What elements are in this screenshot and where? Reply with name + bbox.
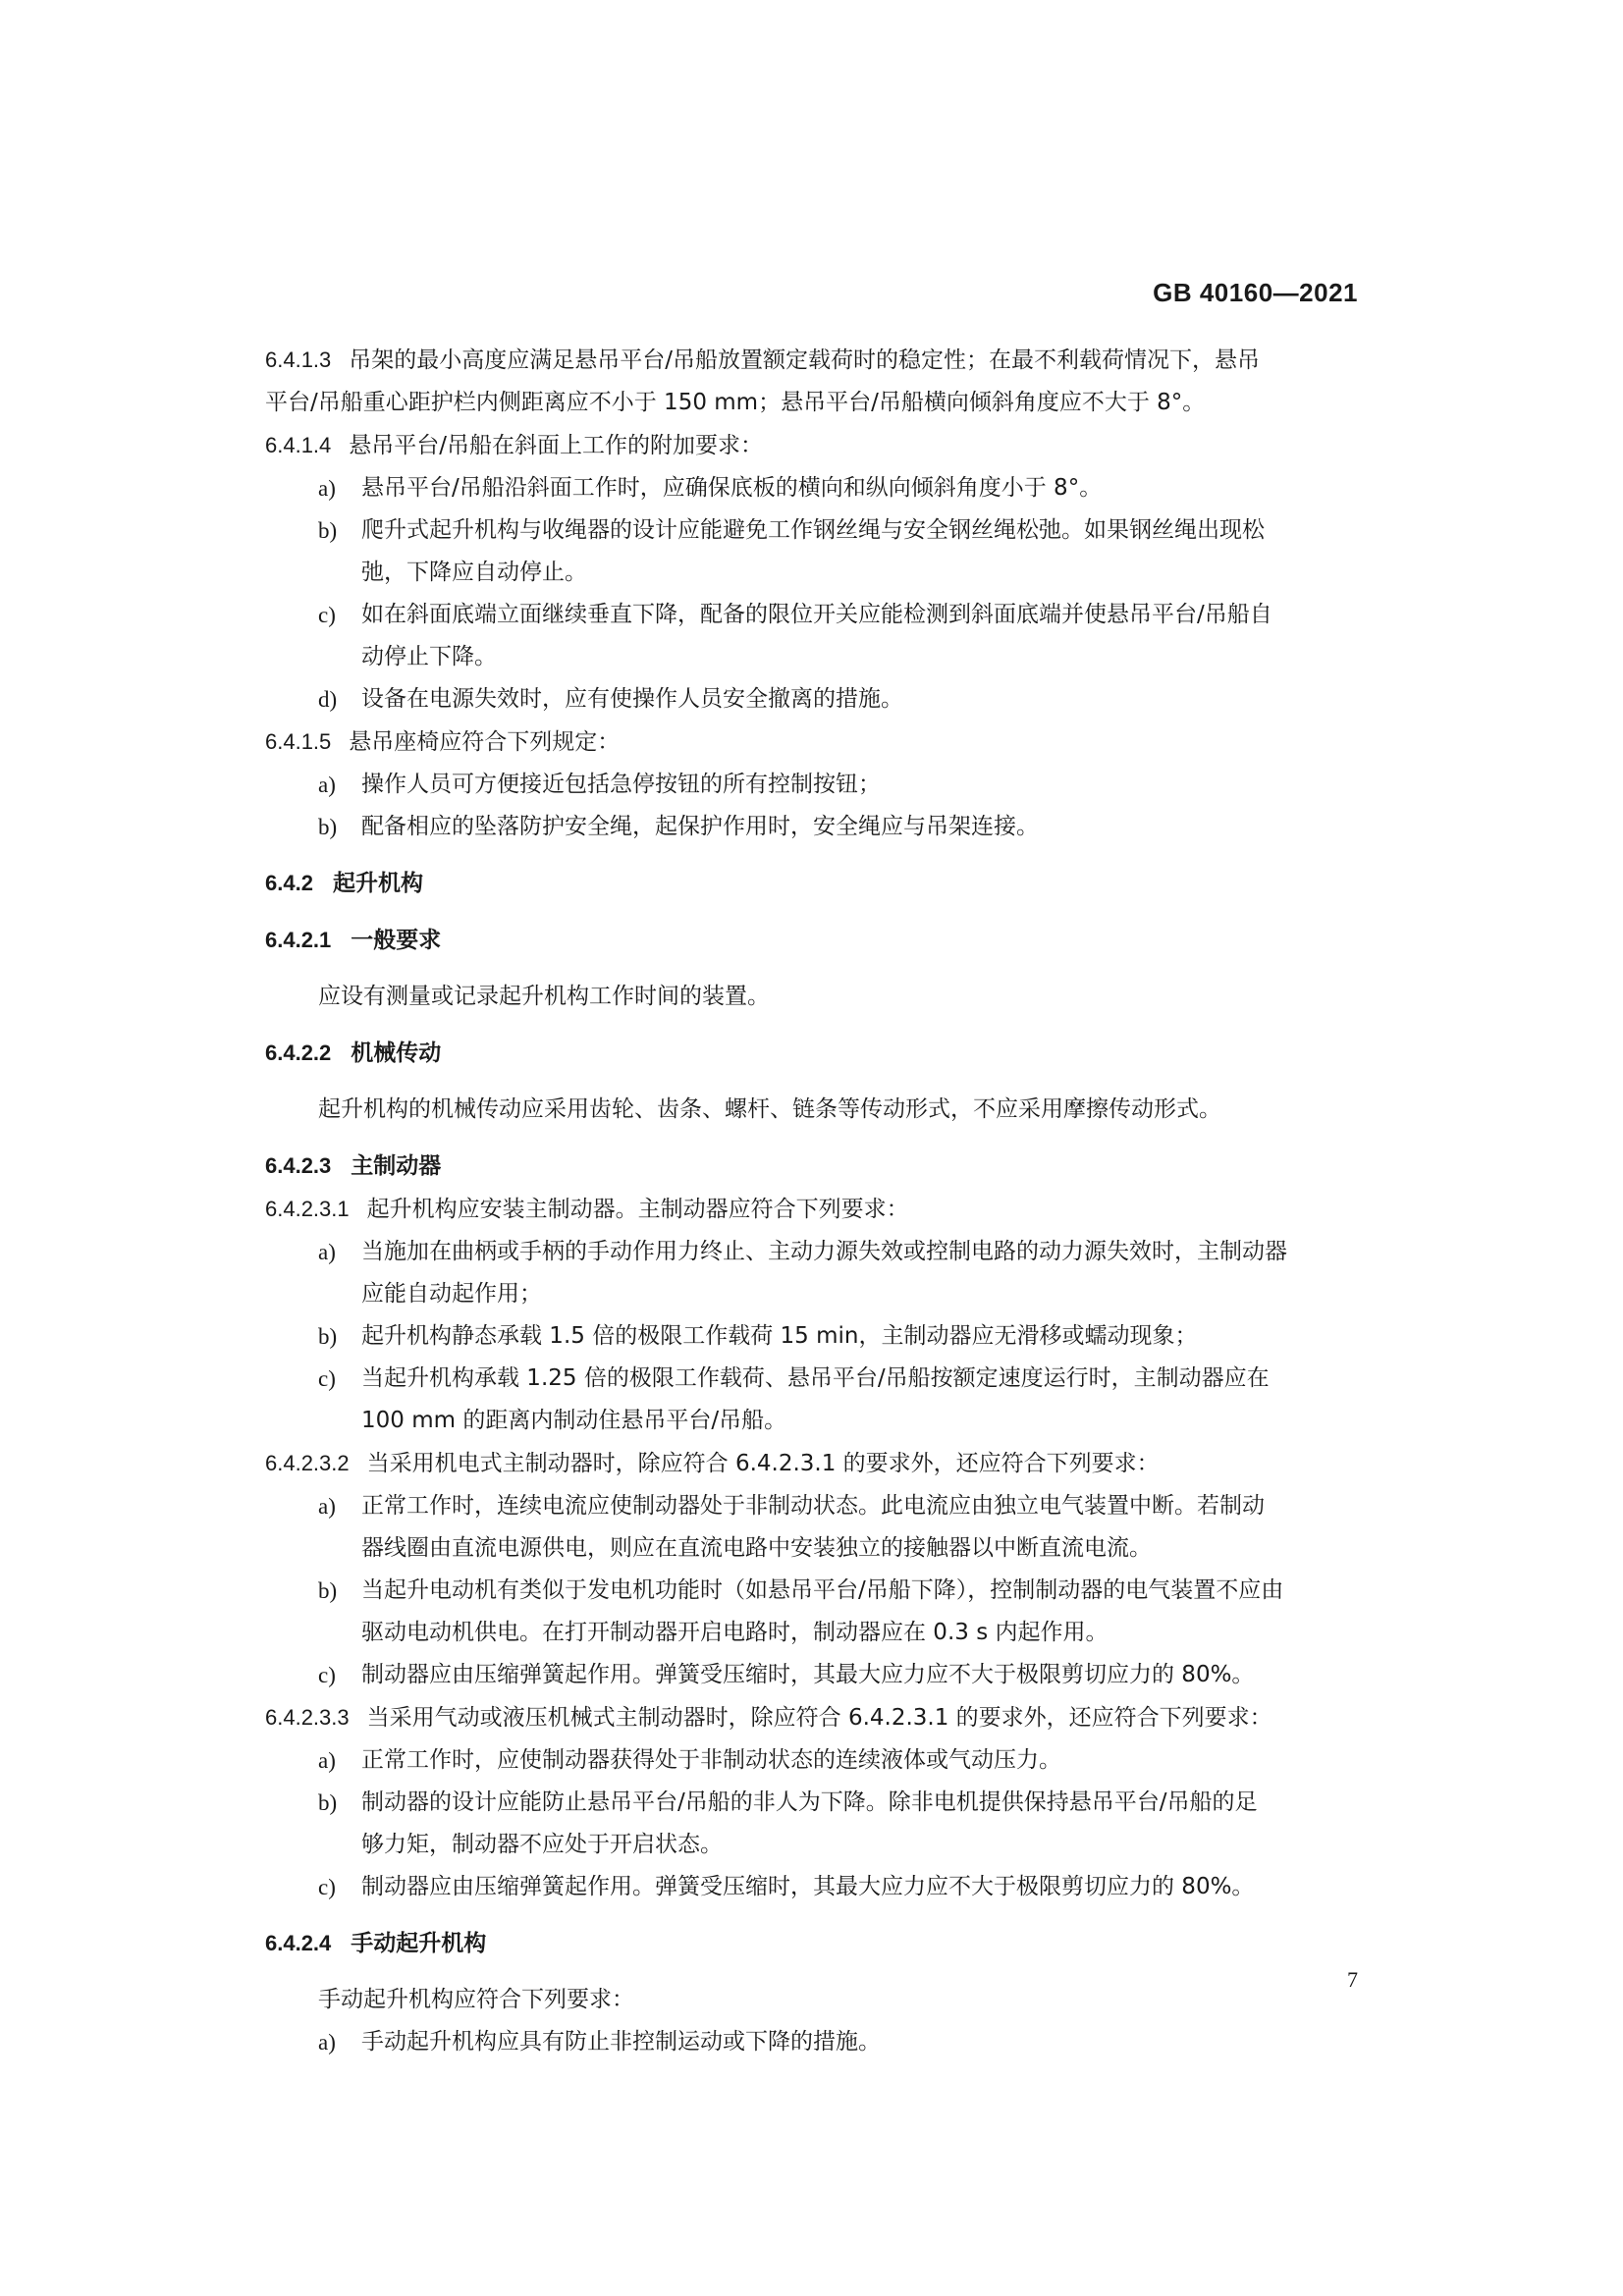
list-item-text <box>361 1866 1365 1908</box>
list-item-line: 起升机构静态承载 1.5 倍的极限工作载荷 15 min，主制动器应无滑移或蠕动现象； <box>361 1323 1198 1349</box>
list-item <box>265 2021 1365 2063</box>
list-item-label: c) <box>318 1366 336 1391</box>
section-number: 6.4.2.1 <box>265 928 332 952</box>
list-item-line: 器线圈由直流电源供电，则应在直流电路中安装独立的接触器以中断直流电流。 <box>361 1535 1152 1561</box>
list-item-label: c) <box>318 1663 336 1687</box>
section-number: 6.4.2.4 <box>265 1931 332 1955</box>
list-item-text <box>361 509 1365 594</box>
list-item-line: 当施加在曲柄或手柄的手动作用力终止、主动力源失效或控制电路的动力源失效时，主制动器 <box>361 1239 1287 1264</box>
list-item-label: a) <box>318 1240 336 1264</box>
list-item-label: b) <box>318 1790 338 1815</box>
list-item <box>265 1866 1365 1908</box>
list-item-text <box>361 1739 1365 1782</box>
list-item-text <box>361 678 1365 721</box>
list-item <box>265 806 1365 848</box>
section-number: 6.4.2.3 <box>265 1153 332 1178</box>
list-item-line: 100 mm 的距离内制动住悬吊平台/吊船。 <box>361 1408 787 1433</box>
list-item-text <box>361 1782 1365 1866</box>
list-item-label: a) <box>318 773 336 797</box>
list-item-label: b) <box>318 518 338 543</box>
list-item-text <box>361 1315 1365 1358</box>
clause-number: 6.4.1.4 <box>265 433 332 457</box>
list-item-line: 制动器的设计应能防止悬吊平台/吊船的非人为下降。除非电机提供保持悬吊平台/吊船的足 <box>361 1789 1258 1815</box>
list-item-line: 驱动电动机供电。在打开制动器开启电路时，制动器应在 0.3 s 内起作用。 <box>361 1620 1109 1645</box>
list-item-line: 正常工作时，连续电流应使制动器处于非制动状态。此电流应由独立电气装置中断。若制动 <box>361 1493 1265 1519</box>
list-item <box>265 1782 1365 1866</box>
list-item-label: b) <box>318 1578 338 1603</box>
list-item <box>265 509 1365 594</box>
clause-line <box>265 721 1365 764</box>
clause-continuation: 平台/吊船重心距护栏内侧距离应不小于 150 mm；悬吊平台/吊船横向倾斜角度应不大于 8°。 <box>265 390 1206 415</box>
list-item-label: a) <box>318 2030 336 2055</box>
list-item-line: 如在斜面底端立面继续垂直下降，配备的限位开关应能检测到斜面底端并使悬吊平台/吊船自 <box>361 602 1272 627</box>
section-title: 机械传动 <box>351 1041 442 1066</box>
list-item-text <box>361 806 1365 848</box>
clause-text: 当采用机电式主制动器时，除应符合 6.4.2.3.1 的要求外，还应符合下列要求： <box>366 1451 1160 1476</box>
list-item <box>265 1231 1365 1315</box>
list-item <box>265 1485 1365 1570</box>
list-item <box>265 1654 1365 1696</box>
clause-line <box>265 1188 1365 1231</box>
list-item-text <box>361 2021 1365 2063</box>
list-item-label: c) <box>318 1875 336 1899</box>
body-paragraph: 应设有测量或记录起升机构工作时间的装置。 <box>318 984 770 1009</box>
list-item-line: 正常工作时，应使制动器获得处于非制动状态的连续液体或气动压力。 <box>361 1747 1061 1773</box>
clause-line <box>265 1442 1365 1485</box>
list-item-text <box>361 1231 1365 1315</box>
section-heading <box>265 862 1365 905</box>
list-item-line: 制动器应由压缩弹簧起作用。弹簧受压缩时，其最大应力应不大于极限剪切应力的 80%。 <box>361 1662 1255 1687</box>
clause-line <box>265 339 1365 382</box>
list-item-line: 操作人员可方便接近包括急停按钮的所有控制按钮； <box>361 772 881 797</box>
list-item-text <box>361 764 1365 806</box>
list-item-label: b) <box>318 815 338 839</box>
section-title: 主制动器 <box>351 1153 442 1179</box>
clause-line <box>265 1696 1365 1739</box>
list-item-label: a) <box>318 1494 336 1519</box>
clause-text: 当采用气动或液压机械式主制动器时，除应符合 6.4.2.3.1 的要求外，还应符合下列要求： <box>366 1705 1272 1731</box>
section-heading <box>265 1032 1365 1075</box>
list-item-line: 悬吊平台/吊船沿斜面工作时，应确保底板的横向和纵向倾斜角度小于 8°。 <box>361 475 1103 501</box>
list-item-line: 动停止下降。 <box>361 644 497 669</box>
section-heading <box>265 1922 1365 1965</box>
body-paragraph: 起升机构的机械传动应采用齿轮、齿条、螺杆、链条等传动形式，不应采用摩擦传动形式。 <box>318 1096 1221 1122</box>
clause-text: 起升机构应安装主制动器。主制动器应符合下列要求： <box>366 1197 909 1222</box>
clause-number: 6.4.1.5 <box>265 729 332 754</box>
list-item-line: 爬升式起升机构与收绳器的设计应能避免工作钢丝绳与安全钢丝绳松弛。如果钢丝绳出现松 <box>361 517 1265 543</box>
body-paragraph: 手动起升机构应符合下列要求： <box>318 1987 634 2012</box>
list-item <box>265 594 1365 678</box>
document-body <box>265 339 1365 2063</box>
clause-number: 6.4.2.3.1 <box>265 1197 350 1221</box>
list-item-line: 应能自动起作用； <box>361 1281 542 1307</box>
list-item-text <box>361 1654 1365 1696</box>
section-title: 手动起升机构 <box>351 1931 487 1956</box>
list-item-text <box>361 1570 1365 1654</box>
clause-number: 6.4.1.3 <box>265 347 332 372</box>
list-item-label: d) <box>318 687 338 712</box>
clause-text: 悬吊平台/吊船在斜面上工作的附加要求： <box>349 433 764 458</box>
section-number: 6.4.2 <box>265 871 313 895</box>
list-item-label: a) <box>318 476 336 501</box>
list-item <box>265 467 1365 509</box>
standard-code: GB 40160—2021 <box>1153 278 1358 307</box>
list-item <box>265 1570 1365 1654</box>
section-number: 6.4.2.2 <box>265 1041 332 1065</box>
list-item-line: 当起升机构承载 1.25 倍的极限工作载荷、悬吊平台/吊船按额定速度运行时，主制动器应在 <box>361 1365 1270 1391</box>
list-item <box>265 764 1365 806</box>
list-item-line: 当起升电动机有类似于发电机功能时（如悬吊平台/吊船下降），控制制动器的电气装置不应由 <box>361 1577 1284 1603</box>
list-item-label: c) <box>318 603 336 627</box>
list-item-line: 手动起升机构应具有防止非控制运动或下降的措施。 <box>361 2029 881 2055</box>
list-item <box>265 1358 1365 1442</box>
list-item-line: 制动器应由压缩弹簧起作用。弹簧受压缩时，其最大应力应不大于极限剪切应力的 80%。 <box>361 1874 1255 1899</box>
section-title: 一般要求 <box>351 928 442 953</box>
list-item-line: 弛，下降应自动停止。 <box>361 560 587 585</box>
list-item <box>265 1315 1365 1358</box>
list-item-text <box>361 1485 1365 1570</box>
list-item-text <box>361 467 1365 509</box>
list-item-text <box>361 1358 1365 1442</box>
clause-number: 6.4.2.3.2 <box>265 1451 350 1475</box>
list-item-line: 配备相应的坠落防护安全绳，起保护作用时，安全绳应与吊架连接。 <box>361 814 1039 839</box>
list-item-line: 够力矩，制动器不应处于开启状态。 <box>361 1832 723 1857</box>
list-item-text <box>361 594 1365 678</box>
clause-text: 悬吊座椅应符合下列规定： <box>349 729 621 755</box>
clause-number: 6.4.2.3.3 <box>265 1705 350 1730</box>
section-title: 起升机构 <box>332 871 423 896</box>
list-item-line: 设备在电源失效时，应有使操作人员安全撤离的措施。 <box>361 686 903 712</box>
list-item-label: a) <box>318 1748 336 1773</box>
page-number: 7 <box>1347 1967 1358 1992</box>
section-heading <box>265 919 1365 962</box>
clause-line <box>265 424 1365 467</box>
clause-text: 吊架的最小高度应满足悬吊平台/吊船放置额定载荷时的稳定性；在最不利载荷情况下，悬吊 <box>349 347 1261 373</box>
section-heading <box>265 1145 1365 1188</box>
list-item <box>265 678 1365 721</box>
list-item-label: b) <box>318 1324 338 1349</box>
list-item <box>265 1739 1365 1782</box>
